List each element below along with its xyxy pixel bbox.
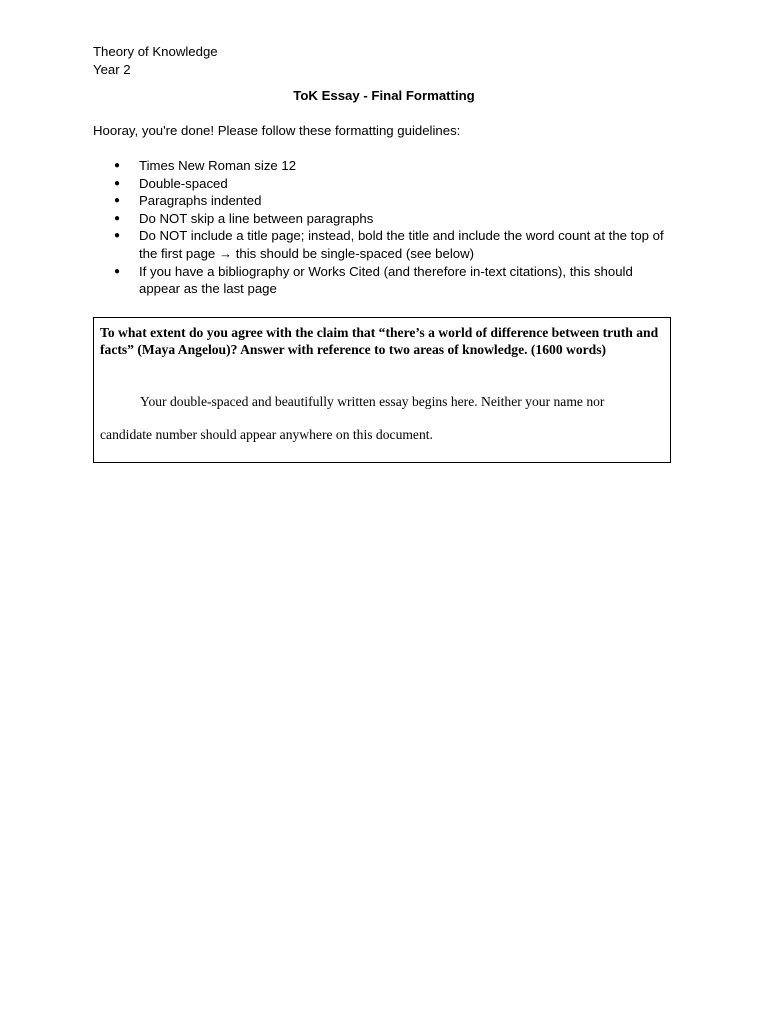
intro-text: Hooray, you're done! Please follow these formatting guidelines:	[93, 123, 461, 138]
guidelines-list	[93, 157, 673, 298]
list-item	[93, 192, 673, 210]
list-item-text: Double-spaced	[139, 175, 228, 191]
list-item-text: Do NOT skip a line between paragraphs	[139, 210, 374, 226]
year-label: Year 2	[93, 62, 131, 77]
essay-box	[93, 317, 671, 463]
list-item-text: If you have a bibliography or Works Cited (and therefore in-text citations), this should appear as the last page	[139, 263, 633, 297]
list-item-text: Times New Roman size 12	[139, 158, 297, 173]
bullet-icon: ●	[114, 230, 121, 242]
bullet-icon: ●	[114, 265, 121, 277]
bullet-icon: ●	[114, 212, 121, 224]
page-title: ToK Essay - Final Formatting	[293, 88, 475, 103]
list-item	[93, 227, 673, 262]
essay-question: To what extent do you agree with the claim that “there’s a world of difference between truth and facts” (Maya Angelou)? Answer with reference to two areas of knowledge. (1600 words)	[100, 325, 659, 357]
list-item-text: Paragraphs indented	[139, 193, 262, 209]
list-item-text: Do NOT include a title page; instead, bold the title and include the word count at the top of the first page → this should be single-spaced (see below)	[139, 228, 664, 261]
bullet-icon: ●	[114, 160, 121, 171]
list-item	[93, 175, 673, 193]
list-item	[93, 157, 673, 175]
list-item	[93, 210, 673, 228]
list-item	[93, 263, 673, 298]
bullet-icon: ●	[114, 177, 121, 189]
essay-body-line-1: Your double-spaced and beautifully written essay begins here. Neither your name nor	[140, 394, 605, 409]
bullet-icon: ●	[114, 195, 121, 207]
essay-body-line-2: candidate number should appear anywhere on this document.	[100, 427, 433, 442]
course-name: Theory of Knowledge	[93, 44, 218, 59]
